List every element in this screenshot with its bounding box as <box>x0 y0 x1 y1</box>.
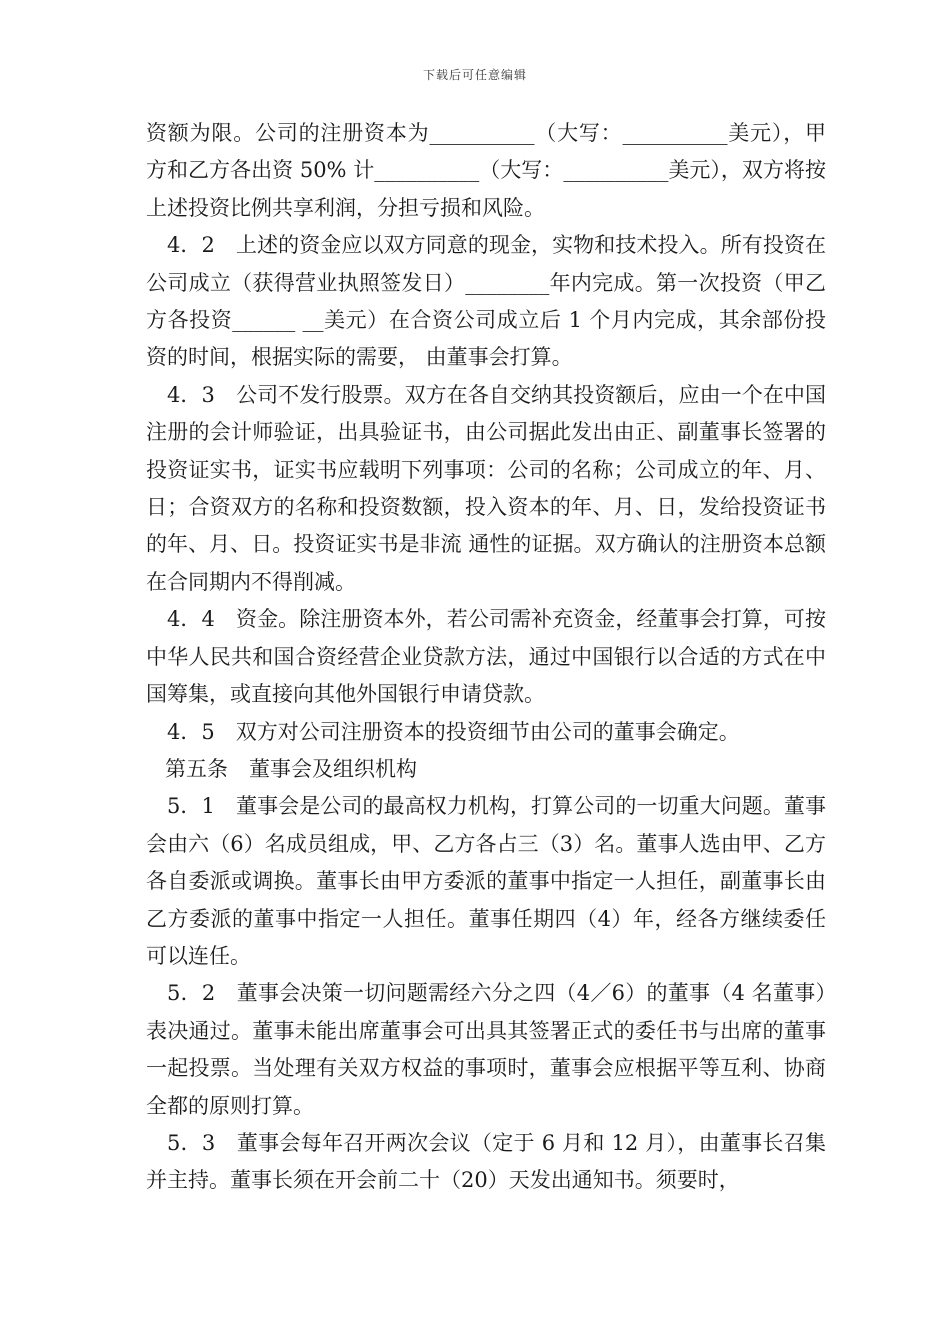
clause-4-2: 4．2 上述的资金应以双方同意的现金，实物和技术投入。所有投资在公司成立（获得营业执照签发日）________年内完成。第一次投资（甲乙方各投资______ __美元）在合资公司成立后 1 个月内完成，其余部份投资的时间，根据实际的需要， 由董事会打算。 <box>146 233 826 370</box>
document-body <box>146 115 826 1200</box>
page-header: 下载后可任意编辑 <box>422 68 527 82</box>
article-5-heading: 第五条 董事会及组织机构 <box>165 756 417 781</box>
clause-4-5: 4．5 双方对公司注册资本的投资细节由公司的董事会确定。 <box>167 719 740 744</box>
clause-4-3: 4．3 公司不发行股票。双方在各自交纳其投资额后，应由一个在中国注册的会计师验证，出具验证书，由公司据此发出由正、副董事长签署的投资证实书，证实书应载明下列事项：公司的名称；公司成立的年、月、日；合资双方的名称和投资数额，投入资本的年、月、日，发给投资证书的年、月、日。投资证实书是非流 通性的证据。双方确认的注册资本总额在合同期内不得削减。 <box>146 382 826 594</box>
paragraph-capital-registration: 资额为限。公司的注册资本为__________（大写：__________美元），甲方和乙方各出资 50% 计__________（大写：__________美元），双方将按上述投资比例共享利润，分担亏损和风险。 <box>146 121 826 220</box>
clause-5-2: 5．2 董事会决策一切问题需经六分之四（4／6）的董事（4 名董事）表决通过。董事未能出席董事会可出具其签署正式的委任书与出席的董事一起投票。当处理有关双方权益的事项时，董事会应根据平等互利、协商全都的原则打算。 <box>146 981 826 1118</box>
clause-5-1: 5．1 董事会是公司的最高权力机构，打算公司的一切重大问题。董事会由六（6）名成员组成，甲、乙方各占三（3）名。董事人选由甲、乙方各自委派或调换。董事长由甲方委派的董事中指定一人担任，副董事长由乙方委派的董事中指定一人担任。董事任期四（4）年，经各方继续委任可以连任。 <box>146 794 826 968</box>
clause-5-3: 5．3 董事会每年召开两次会议（定于 6 月和 12 月），由董事长召集并主持。董事长须在开会前二十（20）天发出通知书。须要时， <box>146 1130 826 1193</box>
clause-4-4: 4．4 资金。除注册资本外，若公司需补充资金，经董事会打算，可按中华人民共和国合资经营企业贷款方法，通过中国银行以合适的方式在中国筹集，或直接向其他外国银行申请贷款。 <box>146 607 826 707</box>
